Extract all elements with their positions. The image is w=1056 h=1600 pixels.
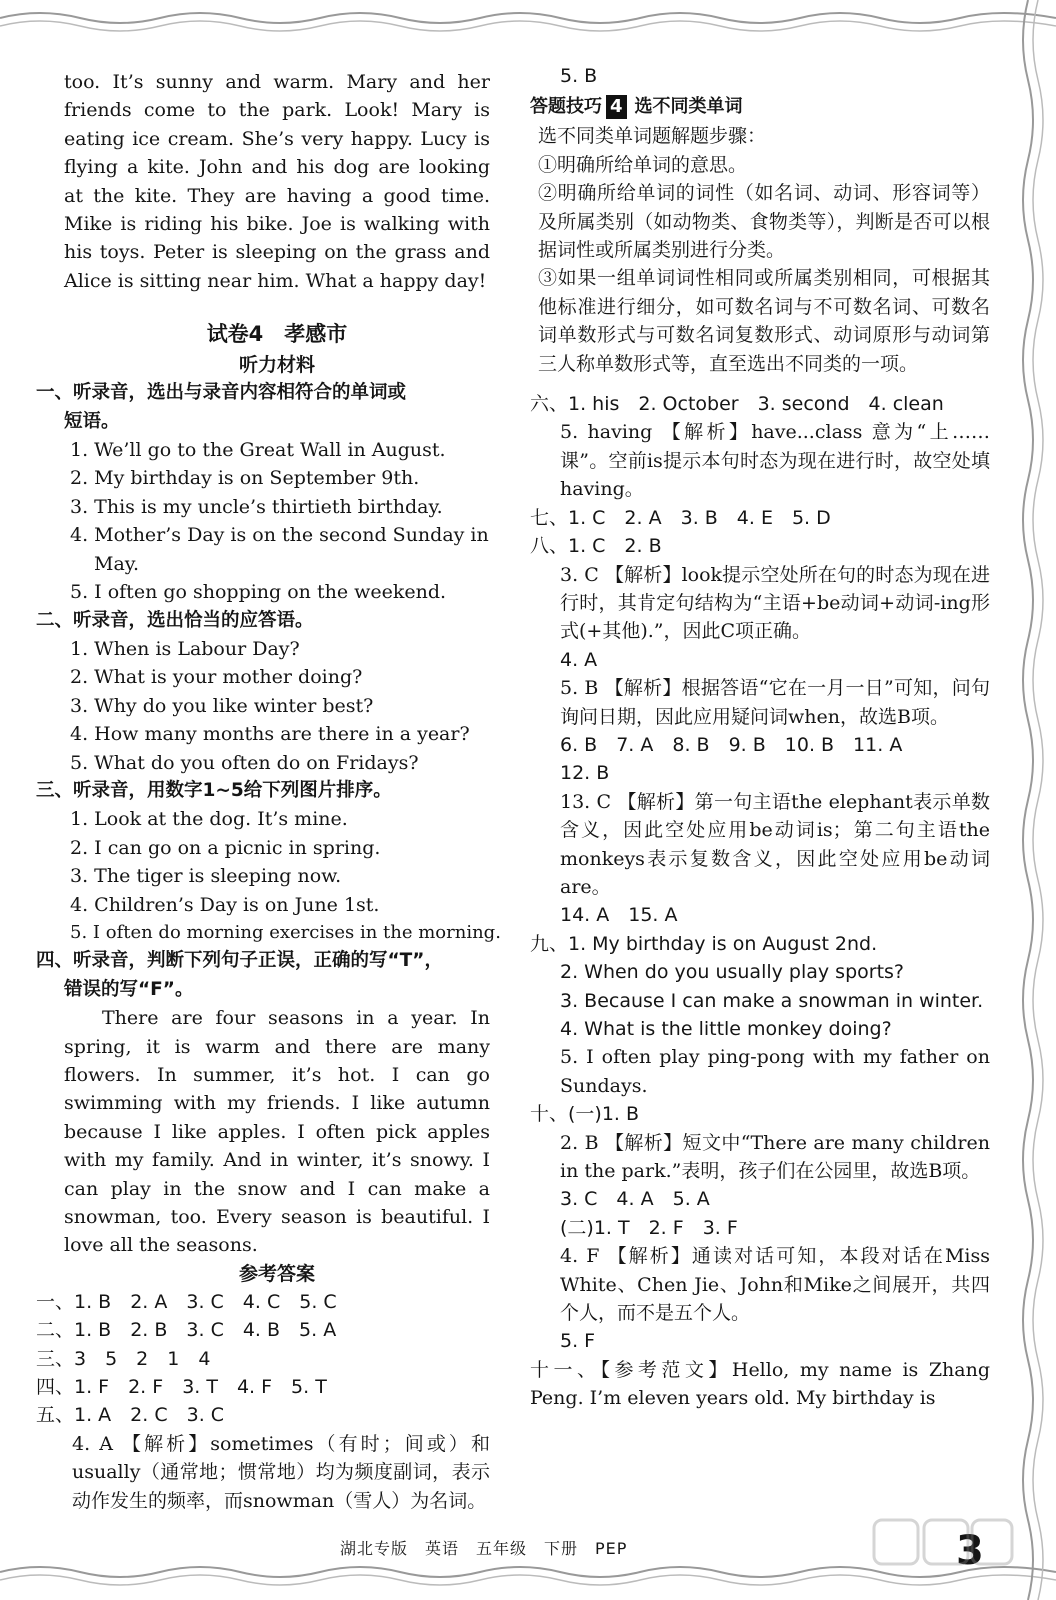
list-item: 3. This is my uncle’s thirtieth birthday. bbox=[70, 495, 443, 518]
answer-row: 五、1. A 2. C 3. C bbox=[36, 1404, 225, 1427]
tip-line: 选不同类单词题解题步骤： bbox=[538, 125, 767, 148]
footer-text: 湖北专版 英语 五年级 下册 PEP bbox=[340, 1539, 628, 1558]
section-4-heading-cont: 错误的写“F”。 bbox=[64, 978, 194, 1000]
left-column bbox=[36, 68, 501, 1515]
list-item: 5. What do you often do on Fridays? bbox=[70, 751, 419, 774]
list-item: 4. How many months are there in a year? bbox=[70, 723, 470, 746]
answer-row: 六、1. his 2. October 3. second 4. clean bbox=[530, 393, 944, 416]
answer-row: 5. F bbox=[560, 1330, 596, 1353]
watermark-logo bbox=[868, 1514, 1018, 1584]
answer-row: 十、(一)1. B bbox=[530, 1103, 640, 1126]
tip-number-badge: 4 bbox=[606, 95, 627, 119]
answer-row: 三、3 5 2 1 4 bbox=[36, 1347, 211, 1370]
answer-row: 12. B bbox=[560, 762, 610, 785]
tip-title: 选不同类单词 bbox=[634, 96, 743, 118]
answer-row: 八、1. C 2. B bbox=[530, 535, 662, 558]
tip-line: ②明确所给单词的词性（如名词、动词、形容词等）及所属类别（如动物类、食物类等），判断是否可以根据词性或所属类别进行分类。 bbox=[538, 182, 990, 262]
list-item: 2. My birthday is on September 9th. bbox=[70, 467, 420, 490]
answer-row: 6. B 7. A 8. B 9. B 10. B 11. A bbox=[560, 733, 903, 756]
page-number: 3 bbox=[956, 1528, 984, 1574]
answer-row: 七、1. C 2. A 3. B 4. E 5. D bbox=[530, 506, 831, 529]
answer-row: 一、1. B 2. A 3. C 4. C 5. C bbox=[36, 1290, 337, 1313]
section-3-heading: 三、听录音，用数字1~5给下列图片排序。 bbox=[36, 779, 392, 801]
section-1-heading-cont: 短语。 bbox=[64, 410, 120, 432]
answer-row: 3. C 4. A 5. A bbox=[560, 1188, 710, 1211]
list-item: 1. We’ll go to the Great Wall in August. bbox=[70, 439, 446, 462]
answer-explanation: 3. C 【解析】look提示空处所在句的时态为现在进行时，其肯定句结构为“主语+be动词+动词-ing形式(+其他).”，因此C项正确。 bbox=[560, 563, 990, 643]
list-item: 1. Look at the dog. It’s mine. bbox=[70, 808, 348, 831]
answer-row: 4. A bbox=[560, 648, 598, 671]
section-2-heading: 二、听录音，选出恰当的应答语。 bbox=[36, 609, 314, 631]
story-paragraph: too. It’s sunny and warm. Mary and her friends come to the park. Look! Mary is eating ice cream. She’s very happy. Lucy is flying a kite. John and his dog are looking at the kite. They are having a good time. Mike is riding his bike. Joe is walking with his toys. Peter is sleeping on the grass and Alice is sitting near him. What a happy day! bbox=[64, 71, 490, 292]
list-item: 5. I often go shopping on the weekend. bbox=[70, 581, 447, 604]
list-item: 4. Mother’s Day is on the second Sunday in May. bbox=[70, 524, 489, 575]
list-item: 3. The tiger is sleeping now. bbox=[70, 865, 342, 888]
right-border-ornament bbox=[1010, 0, 1056, 1600]
answer-row: (二)1. T 2. F 3. F bbox=[560, 1216, 738, 1239]
answer-explanation: 13. C 【解析】第一句主语the elephant表示单数含义，因此空处应用be动词is；第二句主语the monkeys表示复数含义，因此空处应用be动词are。 bbox=[560, 790, 990, 898]
answer-row: 九、1. My birthday is on August 2nd. bbox=[530, 932, 878, 955]
right-column bbox=[530, 65, 990, 1413]
tip-heading bbox=[530, 92, 990, 122]
answer-row: 二、1. B 2. B 3. C 4. B 5. A bbox=[36, 1319, 337, 1342]
list-item: 4. Children’s Day is on June 1st. bbox=[70, 893, 380, 916]
answer-row: 四、1. F 2. F 3. T 4. F 5. T bbox=[36, 1376, 327, 1399]
exam-title: 试卷4 孝感市 bbox=[206, 322, 348, 347]
answer-row: 5. B bbox=[560, 65, 598, 87]
answer-row: 3. Because I can make a snowman in winter. bbox=[560, 989, 984, 1012]
answers-heading: 参考答案 bbox=[238, 1262, 315, 1285]
tip-line: ③如果一组单词词性相同或所属类别相同，可根据其他标准进行细分，如可数名词与不可数名词、可数名词单数形式与可数名词复数形式、动词原形与动词第三人称单数形式等，直至选出不同类的一项。 bbox=[538, 267, 990, 375]
tip-label: 答题技巧 bbox=[530, 96, 602, 118]
answer-explanation: 5. having 【解析】have...class 意为“上……课”。空前is提示本句时态为现在进行时，故空处填having。 bbox=[560, 421, 990, 501]
list-item: 5. I often do morning exercises in the morning. bbox=[70, 921, 501, 943]
answer-row: 4. What is the little monkey doing? bbox=[560, 1018, 892, 1040]
list-item: 1. When is Labour Day? bbox=[70, 637, 300, 660]
top-border-ornament bbox=[0, 0, 1056, 40]
answer-explanation: 4. F 【解析】通读对话可知，本段对话在Miss White、Chen Jie、John和Mike之间展开，共四个人，而不是五个人。 bbox=[560, 1245, 990, 1325]
list-item: 2. What is your mother doing? bbox=[70, 666, 363, 689]
answer-row: 2. When do you usually play sports? bbox=[560, 961, 905, 984]
answer-explanation: 4. A 【解析】sometimes（有时；间或）和usually（通常地；惯常地）均为频度副词，表示动作发生的频率，而snowman（雪人）为名词。 bbox=[72, 1432, 490, 1512]
list-item: 2. I can go on a picnic in spring. bbox=[70, 836, 381, 859]
listening-material-heading: 听力材料 bbox=[238, 354, 315, 377]
model-essay: 十一、【参考范文】Hello, my name is Zhang Peng. I’m eleven years old. My birthday is bbox=[530, 1358, 990, 1410]
answer-explanation: 5. B 【解析】根据答语“它在一月一日”可知，问句询问日期，因此应用疑问词when，故选B项。 bbox=[560, 677, 990, 728]
answer-row: 14. A 15. A bbox=[560, 904, 678, 927]
list-item: 3. Why do you like winter best? bbox=[70, 694, 374, 717]
answer-explanation: 2. B 【解析】短文中“There are many children in the park.”表明，孩子们在公园里，故选B项。 bbox=[560, 1131, 990, 1183]
section-1-heading: 一、听录音，选出与录音内容相符合的单词或 bbox=[36, 382, 407, 404]
section-4-heading: 四、听录音，判断下列句子正误，正确的写“T”， bbox=[36, 950, 443, 972]
answer-row: 5. I often play ping-pong with my father on Sundays. bbox=[560, 1046, 990, 1097]
seasons-passage: There are four seasons in a year. In spring, it is warm and there are many flowers. In summer, it’s hot. I can go swimming with my friends. I like autumn because I like apples. I often pick apples with my family. And in winter, it’s snowy. I can play in the snow and I can make a snowman, too. Every season is beautiful. I love all the seasons. bbox=[64, 1007, 490, 1257]
tip-line: ①明确所给单词的意思。 bbox=[538, 153, 748, 176]
